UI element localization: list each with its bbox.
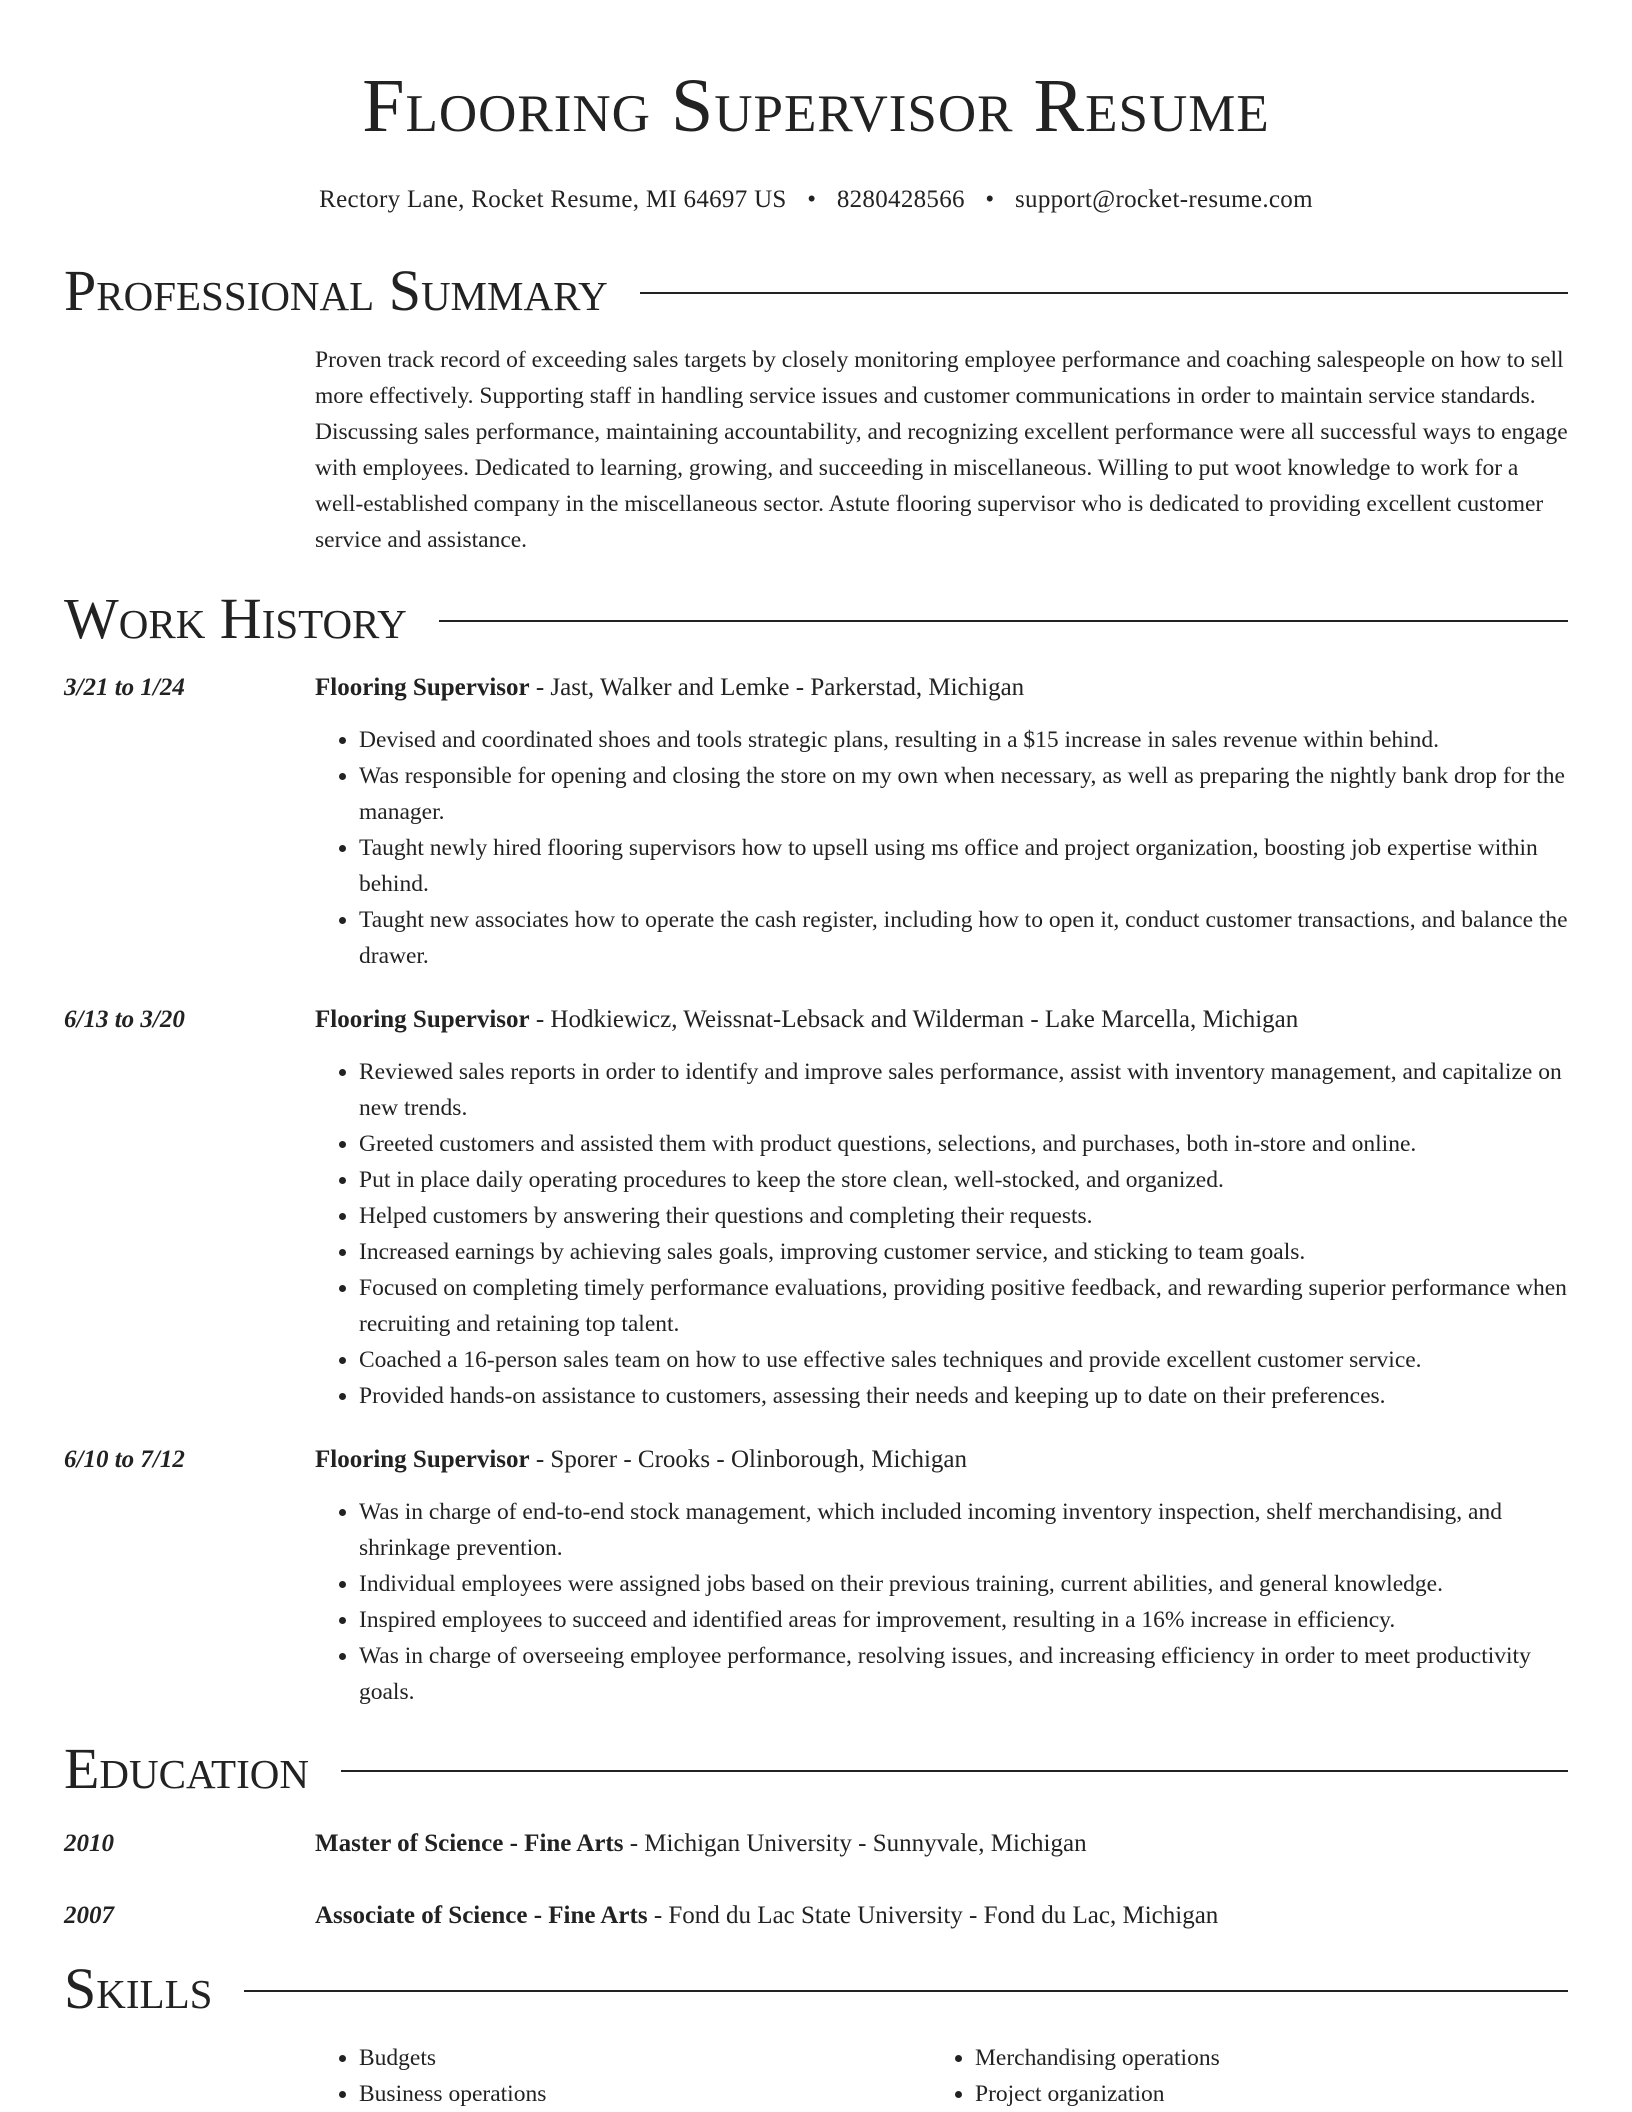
list-item: • Was responsible for opening and closing the store on my own when necessary, as well as preparing the nightly bank drop for the manager. <box>359 758 1568 830</box>
summary-section-header <box>64 260 1568 322</box>
job-bullets <box>315 722 1568 974</box>
job-dates: 6/13 to 3/20 <box>64 1006 185 1033</box>
skills-section-header <box>64 1958 1568 2020</box>
job-details: - Jast, Walker and Lemke - Parkerstad, Michigan <box>529 674 1025 701</box>
page-title: Flooring Supervisor Resume <box>362 64 1270 148</box>
job-entry <box>64 1442 1568 1710</box>
job-title: Flooring Supervisor <box>315 1446 530 1473</box>
education-entry <box>64 1898 1568 1934</box>
skill-item: • Business operations <box>359 2076 931 2112</box>
skill-item: • Budgets <box>359 2040 931 2076</box>
education-header <box>315 1826 1568 1862</box>
job-header <box>315 1002 1568 1038</box>
education-header <box>315 1898 1568 1934</box>
list-item: • Inspired employees to succeed and identified areas for improvement, resulting in a 16% increase in efficiency. <box>359 1602 1568 1638</box>
job-details: - Hodkiewicz, Weissnat-Lebsack and Wilderman - Lake Marcella, Michigan <box>529 1006 1299 1033</box>
list-item: • Taught newly hired flooring supervisors how to upsell using ms office and project organization, boosting job expertise within behind. <box>359 830 1568 902</box>
list-item: • Taught new associates how to operate the cash register, including how to open it, conduct customer transactions, and balance the drawer. <box>359 902 1568 974</box>
list-item: • Put in place daily operating procedures to keep the store clean, well-stocked, and organized. <box>359 1162 1568 1198</box>
contact-address: Rectory Lane, Rocket Resume, MI 64697 US <box>319 186 787 213</box>
separator-dot: • <box>985 186 995 213</box>
summary-heading: Professional Summary <box>64 258 608 323</box>
contact-line <box>64 184 1568 216</box>
job-title: Flooring Supervisor <box>315 1006 530 1033</box>
contact-email[interactable]: support@rocket-resume.com <box>1015 186 1313 213</box>
list-item: • Helped customers by answering their questions and completing their requests. <box>359 1198 1568 1234</box>
education-year: 2010 <box>64 1830 114 1857</box>
list-item: • Individual employees were assigned jobs based on their previous training, current abilities, and general knowledge. <box>359 1566 1568 1602</box>
job-details: - Sporer - Crooks - Olinborough, Michigan <box>529 1446 968 1473</box>
skills-column-right <box>931 2040 1547 2112</box>
list-item: • Was in charge of end-to-end stock management, which included incoming inventory inspection, shelf merchandising, and shrinkage prevention. <box>359 1494 1568 1566</box>
summary-text: Proven track record of exceeding sales targets by closely monitoring employee performance and coaching salespeople on how to sell more effectively. Supporting staff in handling service issues and customer communications in order to maintain service standards. Discussing sales performance, maintaining accountability, and recognizing excellent performance were all successful ways to engage with employees. Dedicated to learning, growing, and succeeding in miscellaneous. Willing to put woot knowledge to work for a well-established company in the miscellaneous sector. Astute flooring supervisor who is dedicated to providing excellent customer service and assistance. <box>315 347 1568 553</box>
summary-left-spacer <box>64 342 315 558</box>
section-divider <box>640 292 1568 294</box>
list-item: • Coached a 16-person sales team on how to use effective sales techniques and provide excellent customer service. <box>359 1342 1568 1378</box>
job-entry <box>64 670 1568 974</box>
education-heading: Education <box>64 1736 309 1801</box>
work-section-header <box>64 588 1568 650</box>
skill-item: • Project organization <box>975 2076 1547 2112</box>
separator-dot: • <box>807 186 817 213</box>
education-section-header <box>64 1738 1568 1800</box>
job-entry <box>64 1002 1568 1414</box>
job-bullets <box>315 1054 1568 1414</box>
list-item: • Focused on completing timely performance evaluations, providing positive feedback, and rewarding superior performance when recruiting and retaining top talent. <box>359 1270 1568 1342</box>
section-divider <box>341 1770 1568 1772</box>
skill-item: • Merchandising operations <box>975 2040 1547 2076</box>
job-header <box>315 1442 1568 1478</box>
education-entry <box>64 1826 1568 1862</box>
skills-grid <box>315 2040 1568 2112</box>
list-item: • Was in charge of overseeing employee performance, resolving issues, and increasing efficiency in order to meet productivity goals. <box>359 1638 1568 1710</box>
education-degree: Associate of Science - Fine Arts <box>315 1902 648 1929</box>
list-item: • Greeted customers and assisted them with product questions, selections, and purchases, both in-store and online. <box>359 1126 1568 1162</box>
list-item: • Devised and coordinated shoes and tools strategic plans, resulting in a $15 increase in sales revenue within behind. <box>359 722 1568 758</box>
education-details: - Fond du Lac State University - Fond du Lac, Michigan <box>647 1902 1219 1929</box>
section-divider <box>439 620 1568 622</box>
education-degree: Master of Science - Fine Arts <box>315 1830 624 1857</box>
list-item: • Reviewed sales reports in order to identify and improve sales performance, assist with inventory management, and capitalize on new trends. <box>359 1054 1568 1126</box>
section-divider <box>244 1990 1568 1992</box>
job-title: Flooring Supervisor <box>315 674 530 701</box>
skills-column-left <box>315 2040 931 2112</box>
contact-phone: 8280428566 <box>836 186 965 213</box>
job-dates: 6/10 to 7/12 <box>64 1446 185 1473</box>
skills-heading: Skills <box>64 1956 213 2021</box>
education-year: 2007 <box>64 1902 114 1929</box>
job-header <box>315 670 1568 706</box>
summary-row <box>64 342 1568 558</box>
list-item: • Increased earnings by achieving sales goals, improving customer service, and sticking to team goals. <box>359 1234 1568 1270</box>
list-item: • Provided hands-on assistance to customers, assessing their needs and keeping up to date on their preferences. <box>359 1378 1568 1414</box>
education-details: - Michigan University - Sunnyvale, Michigan <box>623 1830 1087 1857</box>
work-heading: Work History <box>64 586 407 651</box>
job-dates: 3/21 to 1/24 <box>64 674 185 701</box>
job-bullets <box>315 1494 1568 1710</box>
